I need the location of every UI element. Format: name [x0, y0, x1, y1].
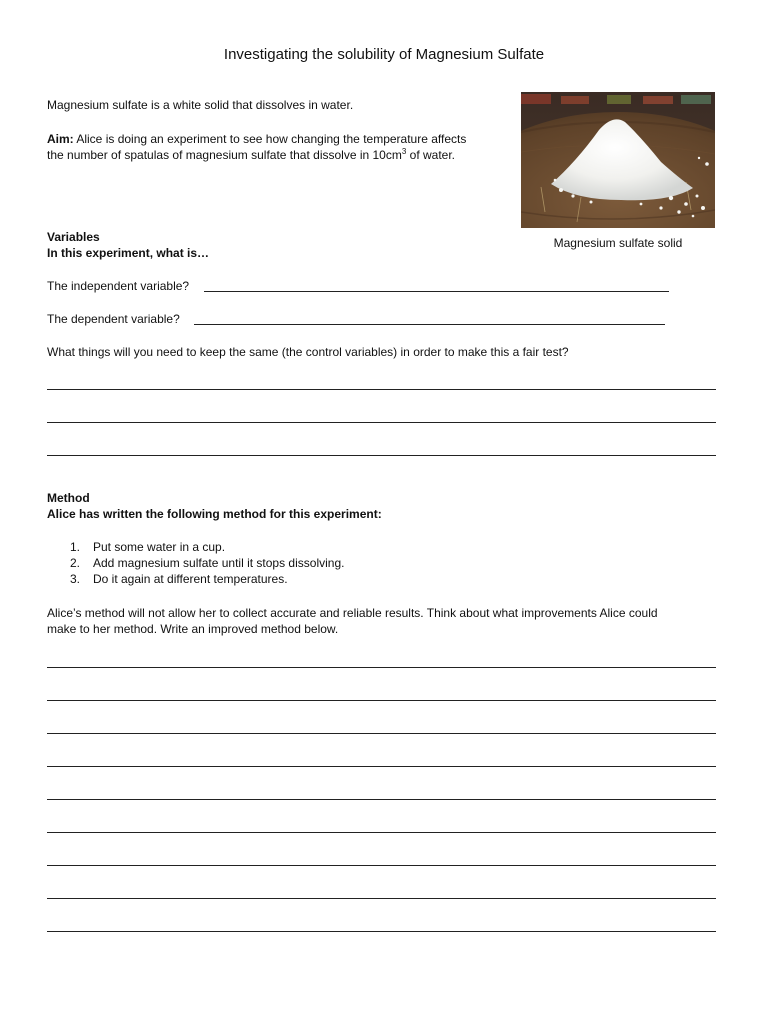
aim-label: Aim: — [47, 132, 74, 146]
improved-method-answer-line[interactable] — [47, 766, 716, 767]
aim-line-1: Aim: Alice is doing an experiment to see how changing the temperature affects — [47, 132, 467, 146]
improved-method-answer-line[interactable] — [47, 865, 716, 866]
method-step: 2. Add magnesium sulfate until it stops dissolving. — [70, 556, 345, 570]
method-step: 3. Do it again at different temperatures. — [70, 572, 288, 586]
variables-heading: Variables — [47, 230, 100, 244]
method-heading: Method — [47, 491, 90, 505]
aim-line-2: the number of spatulas of magnesium sulfate that dissolve in $10cm^3$ of water. — [47, 147, 456, 162]
magnesium-sulfate-photo — [521, 92, 715, 228]
method-steps-list — [47, 539, 547, 587]
method-steps — [47, 539, 547, 587]
intro-text: Magnesium sulfate is a white solid that dissolves in water. — [47, 98, 354, 112]
photo-caption: Magnesium sulfate solid — [553, 236, 683, 250]
independent-variable-question: The independent variable? — [47, 279, 190, 293]
improved-method-answer-line[interactable] — [47, 667, 716, 668]
improvement-prompt-line-2: make to her method. Write an improved method below. — [47, 622, 339, 636]
control-variables-answer-line[interactable] — [47, 422, 716, 423]
independent-variable-answer-line[interactable] — [204, 291, 669, 292]
dependent-variable-answer-line[interactable] — [194, 324, 665, 325]
method-step: 1. Put some water in a cup. — [70, 540, 226, 554]
method-intro: Alice has written the following method for this experiment: — [47, 507, 382, 521]
magnesium-sulfate-image — [521, 92, 715, 228]
control-variables-question: What things will you need to keep the same (the control variables) in order to make this a fair test? — [47, 345, 569, 359]
control-variables-answer-line[interactable] — [47, 455, 716, 456]
dependent-variable-question: The dependent variable? — [47, 312, 180, 326]
improvement-prompt-line-1: Alice’s method will not allow her to collect accurate and reliable results. Think about what improvements Alice could — [47, 606, 658, 620]
page-title: Investigating the solubility of Magnesium Sulfate — [223, 46, 545, 63]
improved-method-answer-line[interactable] — [47, 733, 716, 734]
control-variables-answer-line[interactable] — [47, 389, 716, 390]
improved-method-answer-line[interactable] — [47, 799, 716, 800]
improved-method-answer-line[interactable] — [47, 898, 716, 899]
improvement-prompt — [47, 605, 658, 637]
improved-method-answer-line[interactable] — [47, 700, 716, 701]
aim-block — [47, 131, 466, 163]
improved-method-answer-line[interactable] — [47, 832, 716, 833]
variables-intro: In this experiment, what is… — [47, 246, 210, 260]
improved-method-answer-line[interactable] — [47, 931, 716, 932]
